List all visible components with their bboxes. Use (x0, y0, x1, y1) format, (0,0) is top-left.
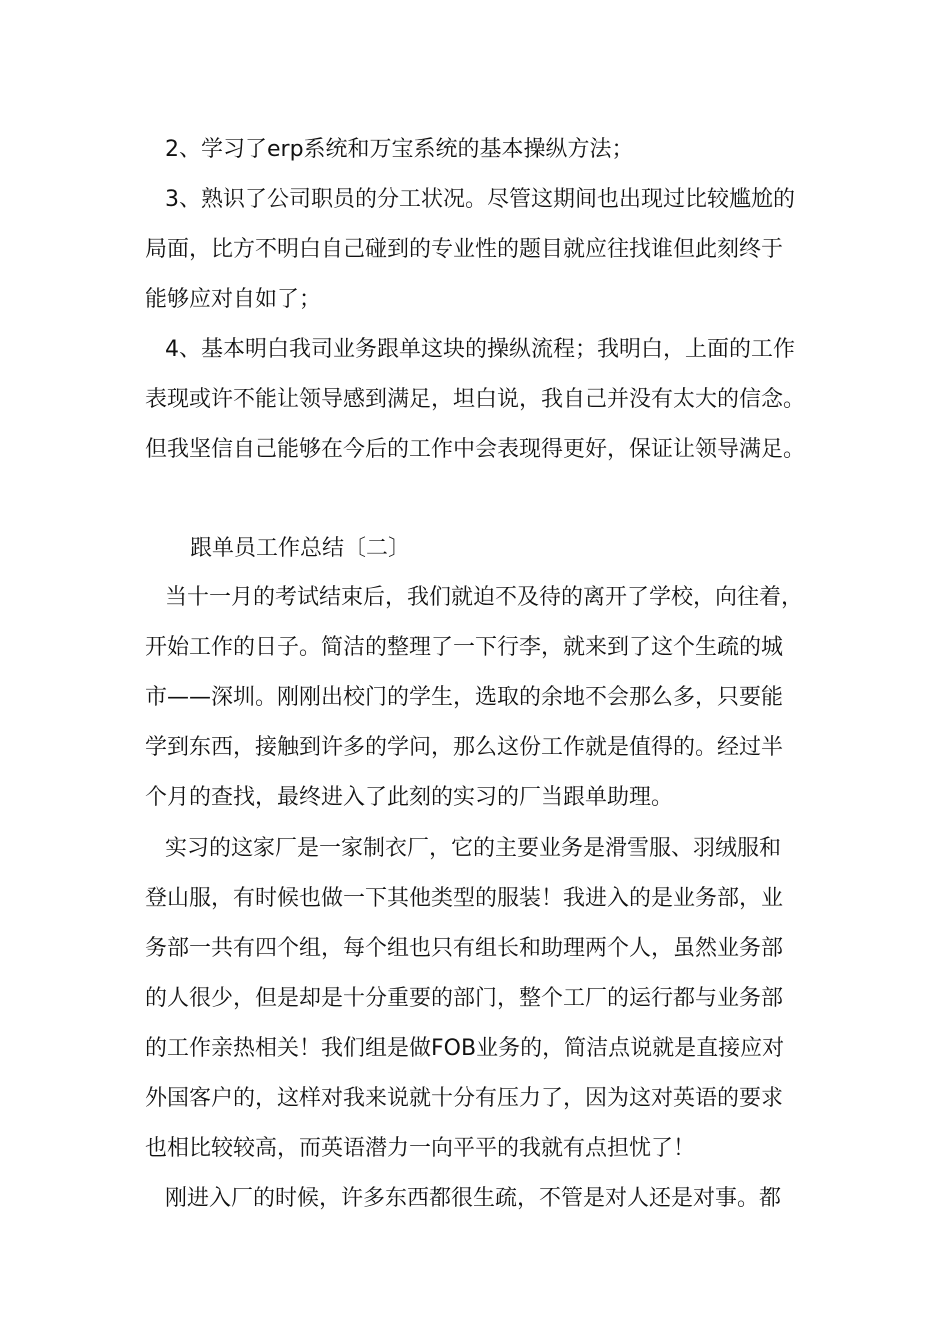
paragraph-line-6: 表现或许不能让领导感到满足，坦白说，我自己并没有太大的信念。 (145, 387, 806, 412)
paragraph-line-14: 实习的这家厂是一家制衣厂，它的主要业务是滑雪服、羽绒服和 (165, 836, 782, 861)
paragraph-line-19: 外国客户的，这样对我来说就十分有压力了，因为这对英语的要求 (145, 1086, 784, 1111)
paragraph-line-10: 开始工作的日子。简洁的整理了一下行李，就来到了这个生疏的城 (145, 635, 784, 660)
paragraph-line-17: 的人很少，但是却是十分重要的部门，整个工厂的运行都与业务部 (145, 986, 784, 1011)
paragraph-line-15: 登山服，有时候也做一下其他类型的服装！我进入的是业务部，业 (145, 886, 784, 911)
paragraph-line-21: 刚进入厂的时候，许多东西都很生疏，不管是对人还是对事。都 (165, 1186, 782, 1211)
paragraph-line-2: 3、熟识了公司职员的分工状况。尽管这期间也出现过比较尴尬的 (165, 187, 795, 212)
paragraph-line-20: 也相比较较高，而英语潜力一向平平的我就有点担忧了！ (145, 1136, 696, 1161)
paragraph-line-1: 2、学习了erp系统和万宝系统的基本操纵方法； (165, 137, 634, 162)
paragraph-line-16: 务部一共有四个组，每个组也只有组长和助理两个人，虽然业务部 (145, 936, 784, 961)
paragraph-line-12: 学到东西，接触到许多的学问，那么这份工作就是值得的。经过半 (145, 735, 784, 760)
paragraph-line-13: 个月的查找，最终进入了此刻的实习的厂当跟单助理。 (145, 785, 674, 810)
section-title: 跟单员工作总结〔二〕 (190, 536, 411, 561)
paragraph-line-4: 能够应对自如了； (145, 287, 322, 312)
paragraph-line-7: 但我坚信自己能够在今后的工作中会表现得更好，保证让领导满足。 (145, 437, 806, 462)
paragraph-line-3: 局面，比方不明白自己碰到的专业性的题目就应往找谁但此刻终于 (145, 237, 784, 262)
paragraph-line-11: 市——深圳。刚刚出校门的学生，选取的余地不会那么多，只要能 (145, 685, 784, 710)
paragraph-line-18: 的工作亲热相关！我们组是做FOB业务的，简洁点说就是直接应对 (145, 1036, 785, 1061)
paragraph-line-9: 当十一月的考试结束后，我们就迫不及待的离开了学校，向往着， (165, 585, 804, 610)
paragraph-line-5: 4、基本明白我司业务跟单这块的操纵流程；我明白，上面的工作 (165, 337, 795, 362)
